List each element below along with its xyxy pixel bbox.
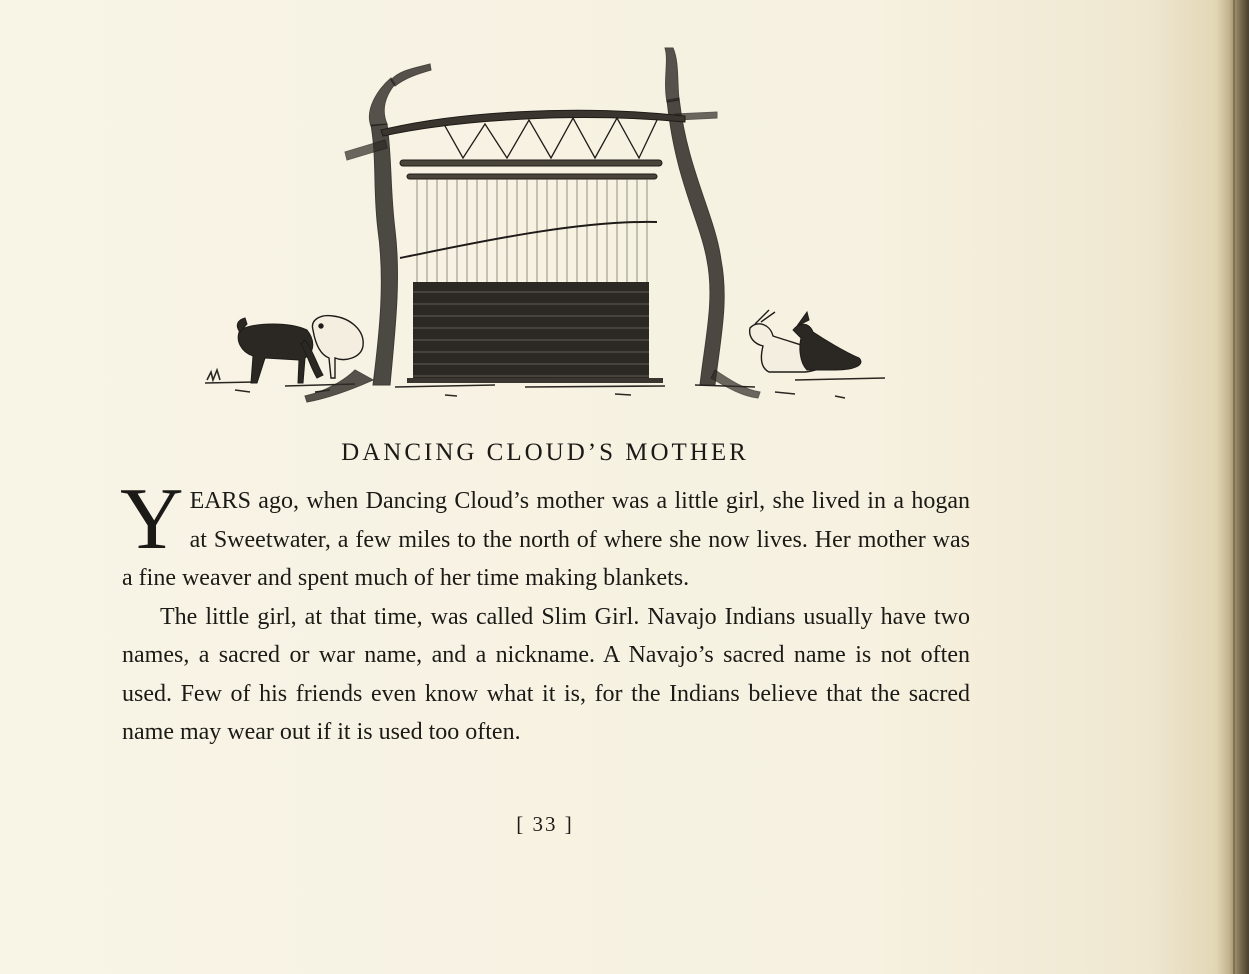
loom-cords-icon — [445, 118, 657, 158]
paragraph-1-lead: EARS — [189, 488, 251, 514]
loom-batten-icon — [400, 222, 657, 258]
woven-blanket-icon — [407, 282, 663, 383]
loom-upper-bar-icon — [400, 160, 662, 179]
right-tree-icon — [665, 48, 760, 398]
paragraph-1-text: ago, when Dancing Cloud’s mother was a little girl, she lived in a hogan at Sweetwater, a few miles to the north of where she now lives. Her mother was a fine weaver and spent much of her time making blankets. — [122, 488, 970, 591]
page-gutter-line — [1233, 0, 1235, 974]
loom-with-goats-icon — [195, 40, 895, 415]
loom-top-beam-icon — [381, 110, 685, 136]
drop-cap: Y — [120, 471, 184, 568]
paragraph-1 — [120, 471, 970, 598]
black-goat-icon — [237, 318, 323, 383]
lying-black-goat-icon — [793, 312, 861, 370]
body-text — [120, 471, 970, 752]
chapter-title: DANCING CLOUD’S MOTHER — [341, 438, 749, 466]
loom-warp-threads-icon — [417, 179, 647, 282]
paragraph-2: The little girl, at that time, was called Slim Girl. Navajo Indians usually have two names, a sacred or war name, and a nickname. A Navajo’s sacred name is not often used. Few of his friends even know what it is, for the Indians believe that the sacred name may wear out if it is used too often. — [122, 603, 970, 745]
page-number: [ 33 ] — [516, 812, 574, 836]
